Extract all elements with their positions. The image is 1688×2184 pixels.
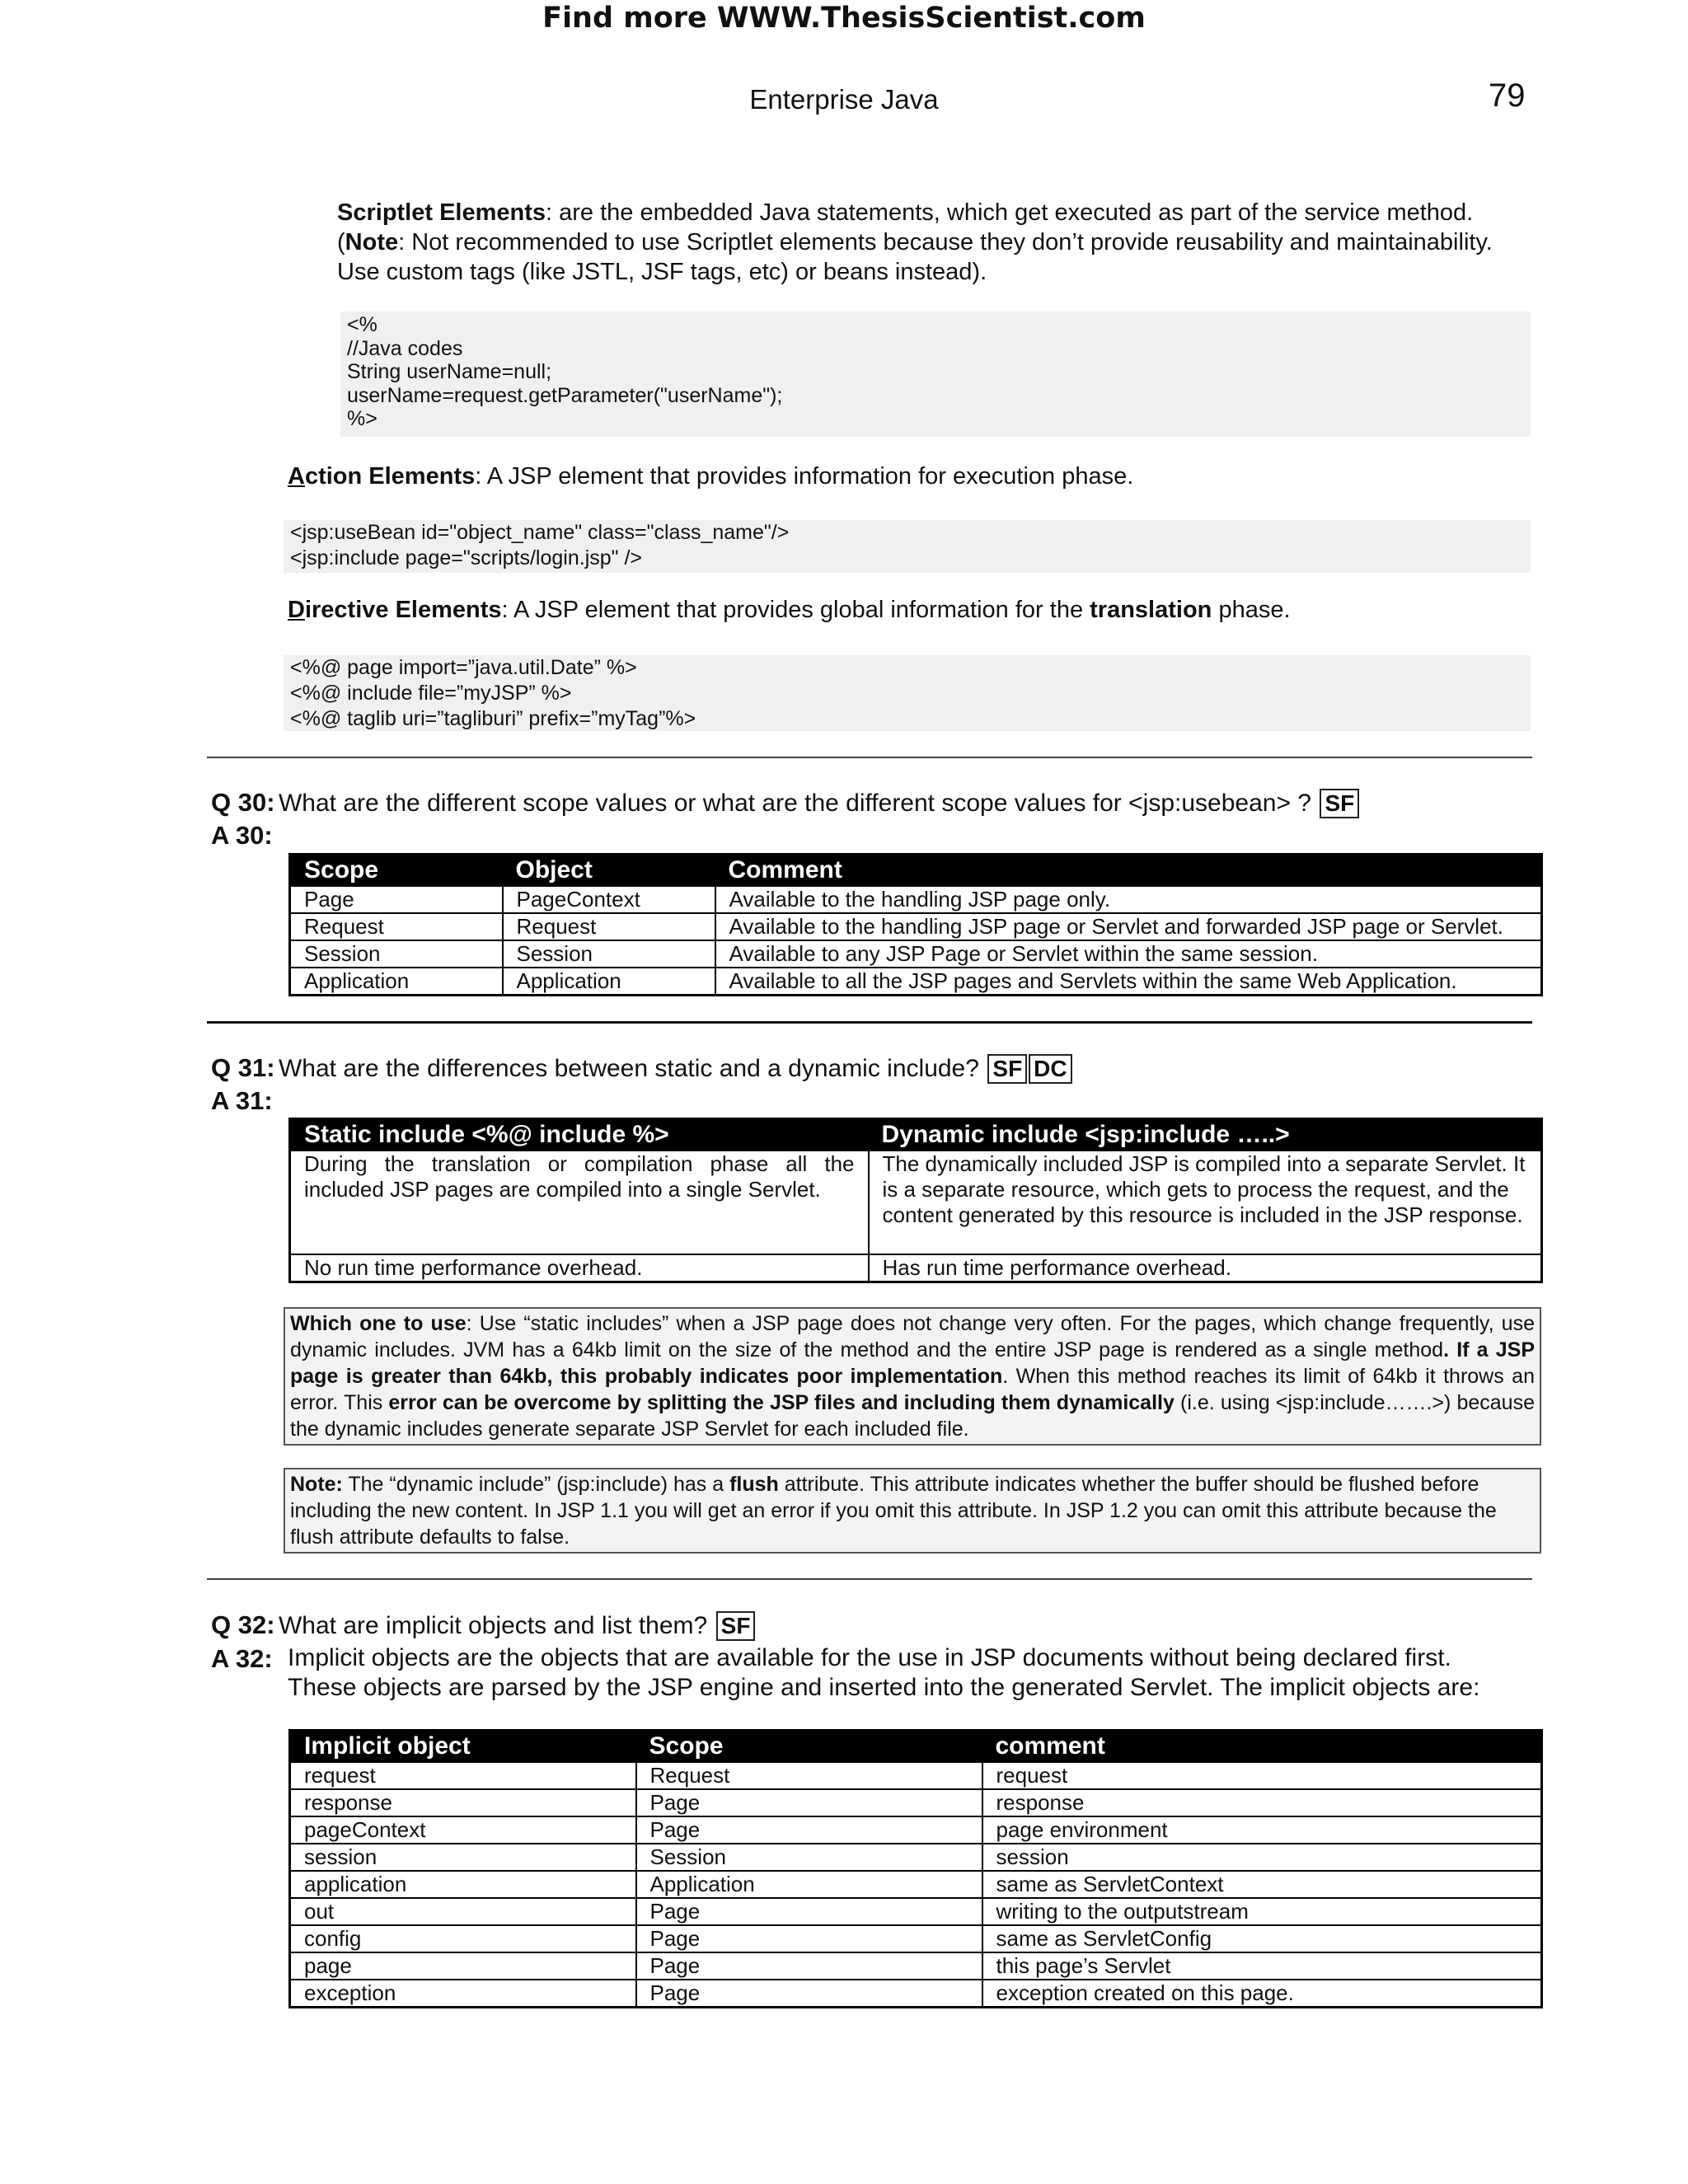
table-cell: During the translation or compilation phase all the included JSP pages are compiled into a single Servlet. xyxy=(290,1151,869,1254)
table-cell: page xyxy=(290,1952,636,1980)
table-cell: pageContext xyxy=(290,1816,636,1844)
action-code-block xyxy=(284,520,1531,573)
column-header: Scope xyxy=(636,1731,982,1763)
table-cell: Available to the handling JSP page or Servlet and forwarded JSP page or Servlet. xyxy=(715,913,1542,940)
table-row xyxy=(290,1844,1542,1871)
table-row xyxy=(290,968,1542,996)
code-line: <%@ page import=”java.util.Date” %> xyxy=(290,656,637,679)
table-row xyxy=(290,913,1542,940)
table-row xyxy=(290,1898,1542,1925)
answer-label: A 32: xyxy=(211,1644,273,1673)
table-row xyxy=(290,940,1542,968)
table-row xyxy=(290,1151,1542,1254)
table-cell: Session xyxy=(503,940,715,968)
question-label: Q 30: xyxy=(211,788,275,817)
scope-table xyxy=(288,853,1543,996)
table-cell: Session xyxy=(290,940,503,968)
code-line: <%@ taglib uri=”tagliburi” prefix=”myTag”%> xyxy=(290,707,696,730)
include-comparison-table xyxy=(288,1118,1543,1283)
table-cell: config xyxy=(290,1925,636,1952)
table-row xyxy=(290,886,1542,913)
table-row xyxy=(290,1925,1542,1952)
sf-tag: SF xyxy=(1320,789,1359,818)
box-label: Note: xyxy=(290,1473,343,1496)
column-header: Comment xyxy=(715,855,1542,887)
table-cell: Page xyxy=(636,1980,982,2008)
scriptlet-paragraph: Scriptlet Elements: are the embedded Java statements, which get executed as part of the service method. (Note: Not recommended to use Scriptlet elements because they don’t provide reusability and maintainability. Use custom tags (like JSTL, JSF tags, etc) or beans instead). xyxy=(337,199,1493,285)
action-paragraph: Action Elements: A JSP element that provides information for execution phase. xyxy=(288,463,1134,490)
table-header-row xyxy=(290,855,1542,887)
flush-note-box: Note: The “dynamic include” (jsp:include) has a flush attribute. This attribute indicates whether the buffer should be flushed before including the new content. In JSP 1.1 you will get an error if you omit this attribute. In JSP 1.2 you can omit this attribute because the flush attribute defaults to false. xyxy=(284,1468,1541,1554)
sf-tag: SF xyxy=(987,1054,1027,1084)
q31-question-line xyxy=(211,1053,1530,1084)
table-cell: Application xyxy=(503,968,715,996)
answer-label: A 30: xyxy=(211,821,273,850)
table-row xyxy=(290,1816,1542,1844)
section-divider xyxy=(207,1021,1532,1024)
table-row xyxy=(290,1762,1542,1789)
question-text: What are the different scope values or what are the different scope values for <jsp:usebean> ? xyxy=(278,790,1311,817)
table-cell: Available to the handling JSP page only. xyxy=(715,886,1542,913)
code-line: <jsp:useBean id="object_name" class="class_name"/> xyxy=(290,521,790,544)
table-cell: session xyxy=(982,1844,1542,1871)
question-text: What are implicit objects and list them? xyxy=(278,1612,708,1639)
code-line: userName=request.getParameter("userName"); xyxy=(347,383,783,407)
site-banner: Find more WWW.ThesisScientist.com xyxy=(542,2,1146,35)
q32-question-line xyxy=(211,1610,1530,1641)
code-line: <jsp:include page="scripts/login.jsp" /> xyxy=(290,546,643,569)
table-cell: Page xyxy=(636,1952,982,1980)
table-cell: PageContext xyxy=(503,886,715,913)
table-cell: Has run time performance overhead. xyxy=(869,1254,1542,1282)
column-header: Static include <%@ include %> xyxy=(290,1119,869,1151)
code-line: %> xyxy=(347,407,377,430)
code-line: <% xyxy=(347,313,377,336)
sf-tag: SF xyxy=(716,1611,756,1641)
scriptlet-term: Scriptlet Elements xyxy=(337,199,546,226)
table-cell: exception xyxy=(290,1980,636,2008)
table-cell: this page’s Servlet xyxy=(982,1952,1542,1980)
dc-tag: DC xyxy=(1029,1054,1071,1084)
directive-paragraph: Directive Elements: A JSP element that provides global information for the translation phase. xyxy=(288,597,1291,623)
table-row xyxy=(290,1254,1542,1282)
table-header-row xyxy=(290,1119,1542,1151)
table-row xyxy=(290,1789,1542,1816)
table-cell: Application xyxy=(636,1871,982,1898)
table-cell: Request xyxy=(290,913,503,940)
column-header: Object xyxy=(503,855,715,887)
directive-term: Directive Elements xyxy=(288,597,502,623)
page-number: 79 xyxy=(1489,77,1526,114)
column-header: Scope xyxy=(290,855,503,887)
table-cell: page environment xyxy=(982,1816,1542,1844)
code-line: //Java codes xyxy=(347,336,463,360)
question-label: Q 31: xyxy=(211,1053,275,1082)
table-cell: Request xyxy=(503,913,715,940)
table-cell: response xyxy=(982,1789,1542,1816)
table-cell: Application xyxy=(290,968,503,996)
column-header: comment xyxy=(982,1731,1542,1763)
table-cell: No run time performance overhead. xyxy=(290,1254,869,1282)
table-cell: same as ServletConfig xyxy=(982,1925,1542,1952)
which-one-to-use-box: Which one to use: Use “static includes” when a JSP page does not change very often. For the pages, which change frequently, use dynamic includes. JVM has a 64kb limit on the size of the method and the entire JSP page is rendered as a single method. If a JSP page is greater than 64kb, this probably indicates poor implementation. When this method reaches its limit of 64kb it throws an error. This error can be overcome by splitting the JSP files and including them dynamically (i.e. using <jsp:include…….>) because the dynamic includes generate separate JSP Servlet for each included file. xyxy=(284,1307,1541,1446)
table-cell: response xyxy=(290,1789,636,1816)
table-cell: request xyxy=(290,1762,636,1789)
table-cell: exception created on this page. xyxy=(982,1980,1542,2008)
running-title: Enterprise Java xyxy=(749,84,939,115)
table-cell: Page xyxy=(636,1789,982,1816)
question-label: Q 32: xyxy=(211,1610,275,1639)
table-cell: The dynamically included JSP is compiled into a separate Servlet. It is a separate resource, which gets to process the request, and the content generated by this resource is included in the JSP response. xyxy=(869,1151,1542,1254)
table-cell: out xyxy=(290,1898,636,1925)
box-label: Which one to use xyxy=(290,1312,467,1335)
note-label: Note xyxy=(345,229,399,255)
table-cell: Session xyxy=(636,1844,982,1871)
column-header: Dynamic include <jsp:include …..> xyxy=(869,1119,1542,1151)
table-row xyxy=(290,1980,1542,2008)
action-term: Action Elements xyxy=(288,463,476,490)
code-line: String userName=null; xyxy=(347,360,552,383)
table-row xyxy=(290,1871,1542,1898)
table-cell: Request xyxy=(636,1762,982,1789)
q32-answer-text: Implicit objects are the objects that are available for the use in JSP documents without being declared first. These objects are parsed by the JSP engine and inserted into the generated Servlet. The implicit objects are: xyxy=(288,1644,1480,1701)
table-cell: session xyxy=(290,1844,636,1871)
column-header: Implicit object xyxy=(290,1731,636,1763)
table-cell: Available to all the JSP pages and Servlets within the same Web Application. xyxy=(715,968,1542,996)
table-cell: application xyxy=(290,1871,636,1898)
table-cell: writing to the outputstream xyxy=(982,1898,1542,1925)
table-cell: Page xyxy=(636,1816,982,1844)
question-text: What are the differences between static and a dynamic include? xyxy=(278,1055,979,1082)
table-row xyxy=(290,1952,1542,1980)
table-cell: Page xyxy=(290,886,503,913)
table-header-row xyxy=(290,1731,1542,1763)
q30-question-line xyxy=(211,788,1530,818)
code-line: <%@ include file=”myJSP” %> xyxy=(290,682,572,705)
table-cell: Page xyxy=(636,1898,982,1925)
table-cell: Available to any JSP Page or Servlet within the same session. xyxy=(715,940,1542,968)
section-divider xyxy=(207,757,1532,758)
answer-label: A 31: xyxy=(211,1086,273,1115)
implicit-objects-table xyxy=(288,1729,1543,2008)
table-cell: Page xyxy=(636,1925,982,1952)
directive-code-block xyxy=(284,655,1531,731)
table-cell: same as ServletContext xyxy=(982,1871,1542,1898)
table-cell: request xyxy=(982,1762,1542,1789)
scriptlet-code-block xyxy=(340,312,1531,437)
section-divider xyxy=(207,1578,1532,1580)
